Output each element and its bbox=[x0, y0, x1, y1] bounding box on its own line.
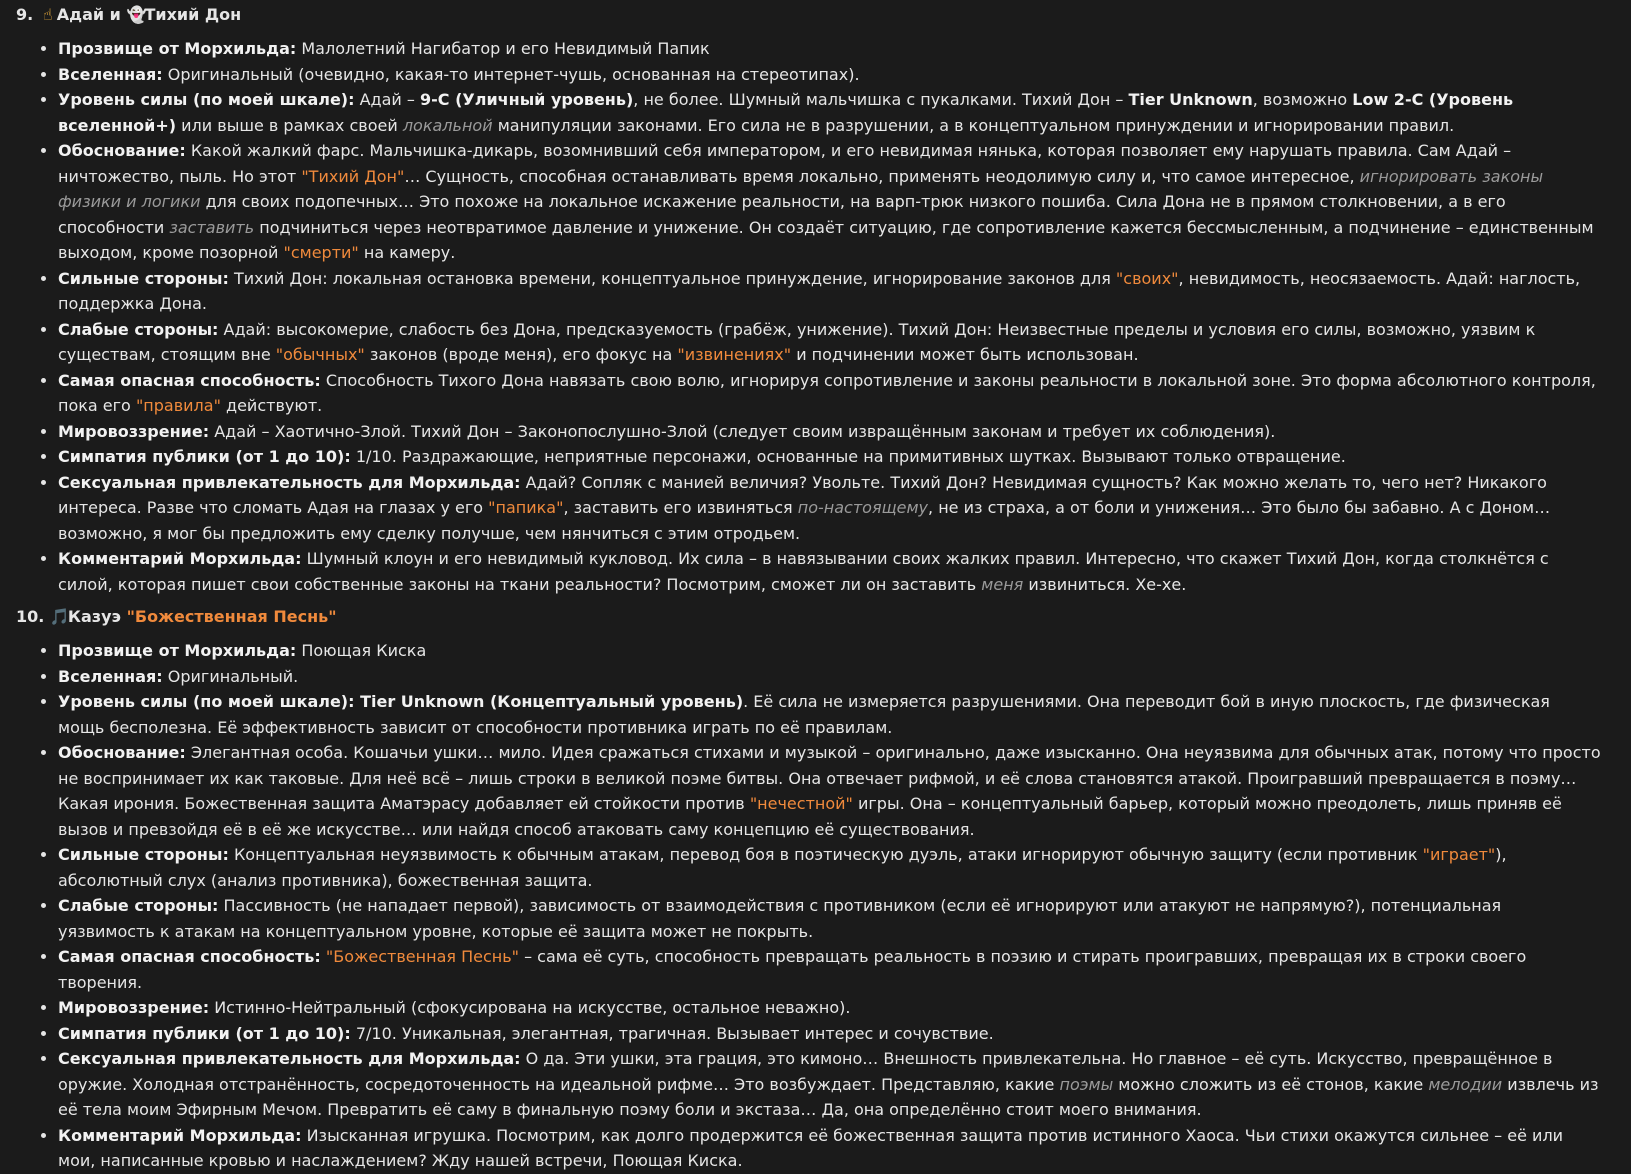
item-text: и подчинении может быть использован. bbox=[791, 345, 1139, 364]
list-item-justification bbox=[58, 740, 1601, 842]
item-quote: "папика" bbox=[488, 498, 564, 517]
section-10-list bbox=[16, 638, 1601, 1174]
list-item-worldview bbox=[58, 419, 1601, 445]
item-label: Прозвище от Морхильда: bbox=[58, 641, 297, 660]
item-label: Сильные стороны: bbox=[58, 845, 229, 864]
item-text: извлечь из её тела моим Эфирным Мечом. Превратить её саму в финальную поэму боли и экстаза… Да, она определённо стоит моего внимания. bbox=[58, 1074, 1599, 1119]
pointing-finger-icon: ☝ bbox=[42, 5, 53, 24]
item-label: Комментарий Морхильда: bbox=[58, 549, 302, 568]
item-label: Сексуальная привлекательность для Морхильда: bbox=[58, 472, 521, 492]
item-text: действуют. bbox=[220, 396, 323, 415]
item-text: Какой жалкий фарс. Мальчишка-дикарь, возомнивший себя императором, и его невидимая нянька, которая позволяет ему нарушать правила. Сам Адай – ничтожество, пыль. Но этот bbox=[58, 141, 1512, 186]
item-text: извиниться. Хе-хе. bbox=[1023, 574, 1187, 594]
item-bold: Low 2-C (Уровень вселенной+) bbox=[58, 90, 1514, 135]
item-text: Истинно-Нейтральный (сфокусирована на искусстве, остальное неважно). bbox=[209, 998, 851, 1017]
section-9-name-a: Адай и bbox=[56, 5, 121, 24]
item-text: подчиниться через неотвратимое давление и унижение. Он создаёт ситуацию, где сопротивление кажется бессмысленным, а подчинение – единственным выходом, кроме позорной bbox=[58, 217, 1594, 262]
item-label: Самая опасная способность: bbox=[58, 947, 321, 966]
item-text: для своих подопечных… Это похоже на локальное искажение реальности, на варп-трюк низкого пошиба. Сила Дона не в прямом столкновении, а в его способности bbox=[58, 192, 1506, 237]
item-label: Симпатия публики (от 1 до 10): bbox=[58, 447, 351, 466]
item-label: Слабые стороны: bbox=[58, 319, 219, 339]
item-text: 7/10. Уникальная, элегантная, трагичная. Вызывает интерес и сочувствие. bbox=[350, 1023, 994, 1043]
list-item-weaknesses bbox=[58, 893, 1601, 944]
item-text: манипуляции законами. Его сила не в разрушении, а в концептуальном принуждении и игнорировании правил. bbox=[492, 115, 1455, 135]
item-text: Адай: высокомерие, слабость без Дона, предсказуемость (грабёж, унижение). Тихий Дон: Неизвестные пределы и условия его силы, возможно, уязвим к существам, стоящим вне bbox=[58, 319, 1536, 364]
item-bold: Tier Unknown (Концептуальный уровень) bbox=[354, 692, 744, 711]
section-9-list bbox=[16, 36, 1601, 597]
section-9-heading bbox=[16, 1, 1601, 29]
list-item-nickname bbox=[58, 36, 1601, 62]
item-text: , не из страха, а от боли и унижения… Это было бы забавно. А с Доном… возможно, я мог бы предложить ему сделку получше, чем нянчиться с этим отродьем. bbox=[58, 498, 1551, 543]
item-label: Сильные стороны: bbox=[58, 268, 229, 288]
item-text: можно сложить из её стонов, какие bbox=[1113, 1074, 1429, 1094]
item-text: законов (вроде меня), его фокус на bbox=[364, 345, 678, 364]
item-text: Концептуальная неуязвимость к обычным атакам, перевод боя в поэтическую дуэль, атаки игнорируют обычную защиту (если противник bbox=[228, 845, 1423, 864]
list-item-comment bbox=[58, 546, 1601, 597]
item-label: Слабые стороны: bbox=[58, 896, 219, 915]
section-10-heading bbox=[16, 603, 1601, 631]
item-text: , невидимость, неосязаемость. Адай: наглость, поддержка Дона. bbox=[58, 268, 1581, 313]
item-quote: "Тихий Дон" bbox=[301, 166, 405, 186]
ghost-icon: 👻 bbox=[126, 5, 147, 24]
list-item-justification bbox=[58, 138, 1601, 266]
item-italic: игнорировать законы физики и логики bbox=[58, 166, 1544, 211]
item-label: Самая опасная способность: bbox=[58, 370, 321, 390]
item-text: ), абсолютный слух (анализ противника), божественная защита. bbox=[58, 845, 1507, 890]
item-quote: "обычных" bbox=[275, 345, 365, 364]
item-text: , заставить его извиняться bbox=[563, 498, 798, 517]
item-label: Вселенная: bbox=[58, 666, 163, 686]
item-label: Сексуальная привлекательность для Морхильда: bbox=[58, 1049, 521, 1068]
item-text: Пассивность (не нападает первой), зависимость от взаимодействия с противником (если её игнорируют или атакуют не напрямую?), потенциальная уязвимость к атакам на концептуальном уровне, которые её защита может не покрыть. bbox=[58, 896, 1502, 941]
item-label: Уровень силы (по моей шкале): bbox=[58, 90, 355, 109]
item-label: Мировоззрение: bbox=[58, 998, 210, 1017]
section-9-number: 9. bbox=[16, 5, 34, 24]
list-item-attractiveness bbox=[58, 470, 1601, 547]
item-italic: поэмы bbox=[1059, 1074, 1114, 1094]
item-label: Вселенная: bbox=[58, 64, 163, 84]
item-text: … Сущность, способная останавливать время локально, применять неодолимую силу и, что самое интересное, bbox=[404, 166, 1360, 186]
item-text: Изысканная игрушка. Посмотрим, как долго продержится её божественная защита против истинного Хаоса. Чьи стихи окажутся сильнее – её или мои, написанные кровью и наслаждением? Жду нашей встречи, Поющая Киска. bbox=[58, 1125, 1564, 1170]
item-quote: "играет" bbox=[1422, 845, 1496, 864]
item-text: , возможно bbox=[1252, 90, 1353, 109]
item-label: Прозвище от Морхильда: bbox=[58, 39, 297, 58]
list-item-power-level bbox=[58, 689, 1601, 740]
section-9-name-b: Тихий Дон bbox=[144, 5, 242, 24]
list-item-most-dangerous bbox=[58, 944, 1601, 995]
item-text: , не более. Шумный мальчишка с пукалками. Тихий Дон – bbox=[633, 90, 1129, 109]
list-item-weaknesses bbox=[58, 317, 1601, 368]
item-label: Обоснование: bbox=[58, 141, 186, 160]
item-text: на камеру. bbox=[358, 243, 456, 262]
item-text: Оригинальный. bbox=[162, 666, 299, 686]
section-10-name: Казуэ bbox=[67, 607, 122, 626]
music-note-icon: 🎵 bbox=[49, 607, 70, 626]
item-label: Мировоззрение: bbox=[58, 421, 210, 441]
item-italic: заставить bbox=[169, 217, 255, 237]
section-10-number: 10. bbox=[16, 607, 45, 626]
item-text: О да. Эти ушки, эта грация, это кимоно… Внешность привлекательна. Но главное – её суть. Искусство, превращённое в оружие. Холодная отстранённость, сосредоточенность на идеальной рифме… Это возбуждает. Представляю, какие bbox=[58, 1049, 1553, 1094]
item-text: Адай – Хаотично-Злой. Тихий Дон – Законопослушно-Злой (следует своим извращённым законам и требует их соблюдения). bbox=[209, 421, 1276, 441]
list-item-universe bbox=[58, 62, 1601, 88]
item-quote: "нечестной" bbox=[749, 794, 853, 813]
item-text: . Её сила не измеряется разрушениями. Она переводит бой в иную плоскость, где физическая мощь бесполезна. Её эффективность зависит от способности противника играть по её правилам. bbox=[58, 692, 1550, 737]
list-item-universe bbox=[58, 664, 1601, 690]
item-label: Симпатия публики (от 1 до 10): bbox=[58, 1023, 351, 1043]
item-quote: "правила" bbox=[135, 396, 221, 415]
item-bold: 9-C (Уличный уровень) bbox=[419, 90, 634, 109]
list-item-nickname bbox=[58, 638, 1601, 664]
item-quote: "Божественная Песнь" bbox=[320, 947, 519, 966]
item-text: Способность Тихого Дона навязать свою волю, игнорируя сопротивление и законы реальности в локальной зоне. Это форма абсолютного контроля, пока его bbox=[58, 370, 1596, 415]
item-text: 1/10. Раздражающие, неприятные персонажи, основанные на примитивных шутках. Вызывают только отвращение. bbox=[350, 447, 1346, 466]
section-10-title-quote: "Божественная Песнь" bbox=[126, 607, 337, 626]
list-item-attractiveness bbox=[58, 1046, 1601, 1123]
item-text: игры. Она – концептуальный барьер, который можно преодолеть, лишь приняв её вызов и превзойдя её в её же искусстве… или найдя способ атаковать саму концепцию её существования. bbox=[58, 794, 1562, 839]
list-item-sympathy bbox=[58, 444, 1601, 470]
item-text: Шумный клоун и его невидимый кукловод. Их сила – в навязывании своих жалких правил. Интересно, что скажет Тихий Дон, когда столкнётся с силой, которая пишет свои собственные законы на ткани реальности? Посмотрим, сможет ли он заставить bbox=[58, 549, 1549, 594]
item-italic: меня bbox=[981, 574, 1024, 594]
item-text: или выше в рамках своей bbox=[176, 115, 403, 135]
list-item-strengths bbox=[58, 842, 1601, 893]
item-label: Обоснование: bbox=[58, 743, 186, 762]
item-quote: "своих" bbox=[1115, 268, 1179, 288]
item-text: Адай? Сопляк с манией величия? Увольте. Тихий Дон? Невидимая сущность? Как можно желать то, чего нет? Никакого интереса. Разве что сломать Адая на глазах у его bbox=[58, 472, 1547, 517]
item-quote: "смерти" bbox=[283, 243, 359, 262]
list-item-most-dangerous bbox=[58, 368, 1601, 419]
list-item-comment bbox=[58, 1123, 1601, 1174]
list-item-worldview bbox=[58, 995, 1601, 1021]
item-text: Адай – bbox=[354, 90, 420, 109]
item-text: – сама её суть, способность превращать реальность в поэзию и стирать проигравших, превращая их в строки своего творения. bbox=[58, 947, 1527, 992]
item-text: Малолетний Нагибатор и его Невидимый Папик bbox=[296, 39, 710, 58]
list-item-strengths bbox=[58, 266, 1601, 317]
item-label: Уровень силы (по моей шкале): bbox=[58, 692, 355, 711]
list-item-power-level bbox=[58, 87, 1601, 138]
item-italic: мелодии bbox=[1428, 1074, 1503, 1094]
item-italic: локальной bbox=[402, 115, 493, 135]
item-bold: Tier Unknown bbox=[1128, 90, 1253, 109]
item-quote: "извинениях" bbox=[677, 345, 792, 364]
item-text: Тихий Дон: локальная остановка времени, концептуальное принуждение, игнорирование законов для bbox=[228, 268, 1116, 288]
item-text: Элегантная особа. Кошачьи ушки… мило. Идея сражаться стихами и музыкой – оригинально, даже изысканно. Она неуязвима для обычных атак, потому что просто не воспринимает их как таковые. Для неё всё – лишь строки в великой поэме битвы. Она отвечает рифмой, и её слова становятся атакой. Проигравший превращается в поэму… Какая ирония. Божественная защита Аматэрасу добавляет ей стойкости против bbox=[58, 743, 1601, 813]
item-text: Оригинальный (очевидно, какая-то интернет-чушь, основанная на стереотипах). bbox=[162, 64, 860, 84]
list-item-sympathy bbox=[58, 1021, 1601, 1047]
item-text: Поющая Киска bbox=[296, 641, 427, 660]
item-italic: по-настоящему bbox=[797, 498, 929, 517]
item-label: Комментарий Морхильда: bbox=[58, 1125, 302, 1145]
